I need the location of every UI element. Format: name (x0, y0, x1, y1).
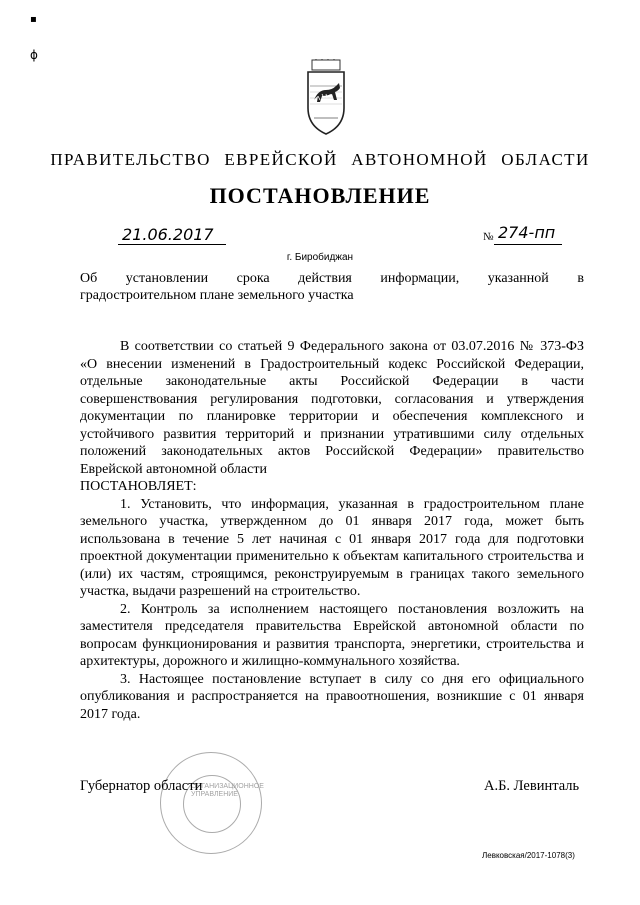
number-label: № (483, 231, 494, 243)
resolves-heading: ПОСТАНОВЛЯЕТ: (80, 479, 197, 494)
number-underline (494, 244, 562, 245)
document-number: 274-пп (498, 223, 556, 242)
margin-mark-bottom: ϕ (30, 48, 38, 62)
document-type-title: ПОСТАНОВЛЕНИЕ (209, 183, 431, 208)
city-line: г. Биробиджан (286, 252, 354, 263)
subject-word: срока (236, 271, 270, 286)
government-name: ПРАВИТЕЛЬСТВО ЕВРЕЙСКОЙ АВТОНОМНОЙ ОБЛАСТИ (50, 150, 590, 169)
subject-word: Об (80, 271, 98, 286)
executor-code: Левковская/2017-1078(3) (482, 851, 575, 860)
subject-line-1 (80, 270, 584, 287)
signatory-position: Губернатор области (80, 778, 203, 794)
document-body (80, 338, 584, 723)
stamp-text: ОРГАНИЗАЦИОННОЕ УПРАВЛЕНИЕ (191, 783, 264, 798)
coat-of-arms-emblem (302, 58, 350, 138)
item-2-paragraph: 2. Контроль за исполнением настоящего постановления возложить на заместителя председателя правительства Еврейской автономной области по вопросам функционирования и развития транспорта, энергетики, строительства и архитектуры, дорожного и жилищно-коммунального хозяйства. (80, 601, 584, 669)
signatory-name: А.Б. Левинталь (484, 778, 580, 794)
preamble-paragraph: В соответствии со статьей 9 Федерального закона от 03.07.2016 № 373-ФЗ «О внесении изменений в Градостроительный кодекс Российской Федерации, отдельные законодательные акты Российской Федерации в части совершенствования регулирования подготовки, согласования и утверждения документации по планировке территории и обеспечения комплексного и устойчивого развития территорий и признании утратившими силу отдельных положений законодательных актов Российской Федерации» правительство Еврейской автономной области (80, 339, 584, 477)
item-1-paragraph: 1. Установить, что информация, указанная в градостроительном плане земельного участка, утвержденном до 01 января 2017 года, может быть использована в течение 5 лет начиная с 01 января 2017 года для подготовки проектной документации применительно к объектам капитального строительства и (или) их частям, строящимся, реконструируемым в границах такого земельного участка, выдачи разрешений на строительство. (80, 496, 584, 599)
subject-word: в (577, 271, 584, 286)
official-stamp (160, 752, 262, 854)
subject-word: информации, (380, 271, 460, 286)
subject-word: действия (298, 271, 352, 286)
item-3-paragraph: 3. Настоящее постановление вступает в силу со дня его официального опубликования и распространяется на правоотношения, возникшие с 01 января 2017 года. (80, 671, 584, 722)
subject-word: установлении (125, 271, 209, 286)
subject-line-2: градостроительном плане земельного участка (80, 288, 354, 303)
margin-mark-top: ▪ (30, 14, 37, 25)
document-subject (80, 270, 584, 304)
subject-word: указанной (487, 271, 549, 286)
date-underline (118, 244, 226, 245)
document-date: 21.06.2017 (122, 225, 214, 244)
